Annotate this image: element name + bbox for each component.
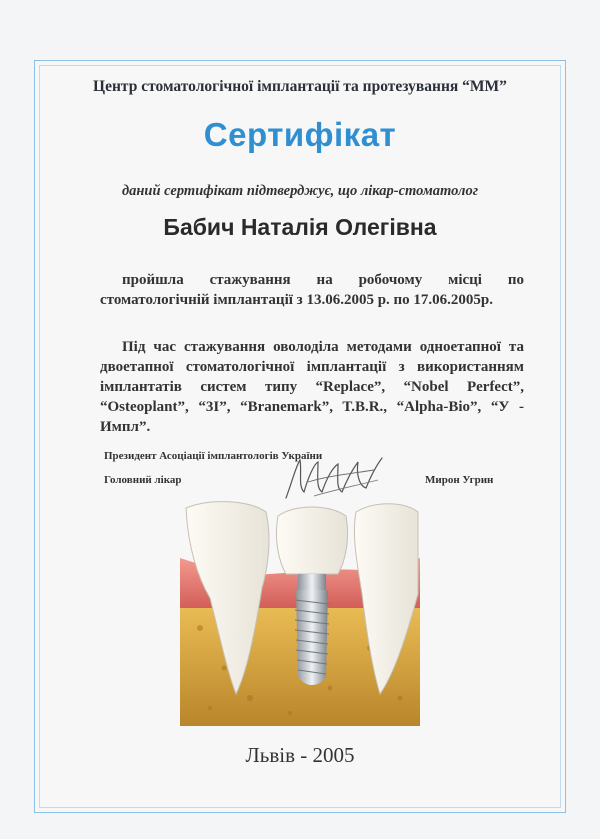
certificate-subtitle: даний сертифікат підтверджує, що лікар-стоматолог <box>121 183 479 199</box>
methods-paragraph: Під час стажування оволоділа методами одноетапної та двоетапної стоматологічної імплантації з використанням імплантатів систем типу “Replace”, “Nobel Perfect”, “Osteoplant”, “3I”, “Branemark”, T.B.R., “Alpha-Bio”, “У - Импл”. <box>100 339 524 435</box>
internship-paragraph: пройшла стажування на робочому місці по стоматологічній імплантації з 13.06.2005 р. по 17.06.2005р. <box>100 272 524 308</box>
recipient-name: Бабич Наталія Олегівна <box>163 214 437 240</box>
certificate-title: Сертифікат <box>203 116 397 153</box>
handwritten-signature <box>278 452 388 504</box>
chief-doctor-label: Головний лікар <box>104 474 182 486</box>
clinic-header: Центр стоматологічної імплантації та протезування “ММ” <box>93 78 507 95</box>
city-year: Львів - 2005 <box>245 743 355 767</box>
implant-crown <box>276 507 347 574</box>
implant-abutment <box>298 574 326 590</box>
president-label: Президент Асоціації імплантологів України <box>104 450 323 462</box>
dental-implant-illustration <box>180 498 420 726</box>
chief-doctor-name: Мирон Угрин <box>425 474 494 486</box>
